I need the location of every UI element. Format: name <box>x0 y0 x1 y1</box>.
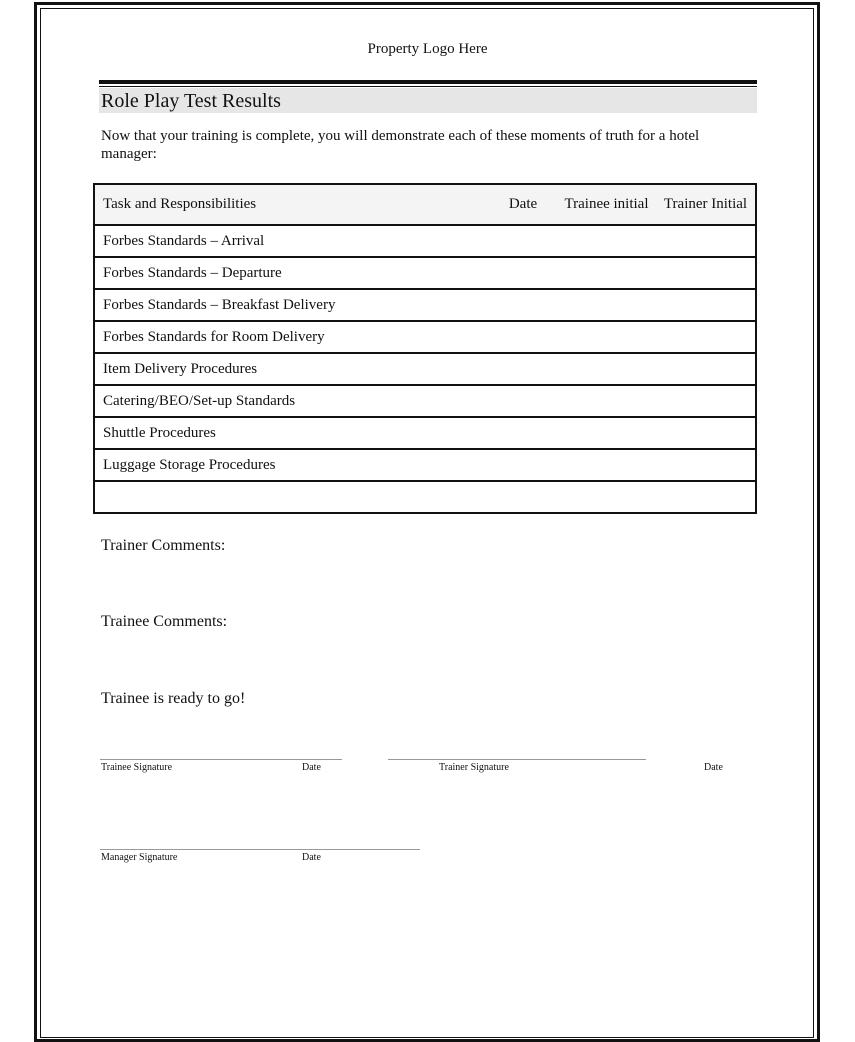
trainer-initial-cell[interactable] <box>656 257 756 289</box>
header-trainee-initial: Trainee initial <box>557 184 656 225</box>
table-row <box>94 321 756 353</box>
task-cell: Forbes Standards – Breakfast Delivery <box>94 289 489 321</box>
trainee-initial-cell[interactable] <box>557 289 656 321</box>
table-row <box>94 257 756 289</box>
trainee-comments-label: Trainee Comments: <box>101 613 228 630</box>
manager-date-label: Date <box>302 852 321 863</box>
header-trainer-initial: Trainer Initial <box>656 184 756 225</box>
title-rule-thin <box>99 86 757 87</box>
trainer-initial-cell[interactable] <box>656 385 756 417</box>
property-logo-placeholder: Property Logo Here <box>367 41 488 57</box>
table-row-blank <box>94 481 756 513</box>
date-cell[interactable] <box>489 321 557 353</box>
table-row <box>94 417 756 449</box>
trainee-initial-cell[interactable] <box>557 449 656 481</box>
trainer-signature-line[interactable] <box>388 759 646 760</box>
trainer-date-label: Date <box>704 762 723 773</box>
date-cell[interactable] <box>489 481 557 513</box>
date-cell[interactable] <box>489 449 557 481</box>
task-table <box>93 183 757 514</box>
trainee-initial-cell[interactable] <box>557 321 656 353</box>
table-row <box>94 449 756 481</box>
trainer-initial-cell[interactable] <box>656 353 756 385</box>
task-cell: Forbes Standards – Arrival <box>94 225 489 257</box>
table-row <box>94 289 756 321</box>
date-cell[interactable] <box>489 385 557 417</box>
task-cell: Forbes Standards – Departure <box>94 257 489 289</box>
trainer-initial-cell[interactable] <box>656 225 756 257</box>
trainer-initial-cell[interactable] <box>656 449 756 481</box>
trainer-initial-cell[interactable] <box>656 321 756 353</box>
form-title: Role Play Test Results <box>99 88 757 113</box>
trainee-initial-cell[interactable] <box>557 417 656 449</box>
trainee-initial-cell[interactable] <box>557 385 656 417</box>
trainer-initial-cell[interactable] <box>656 417 756 449</box>
title-rule-thick <box>99 80 757 84</box>
date-cell[interactable] <box>489 257 557 289</box>
table-row <box>94 353 756 385</box>
date-cell[interactable] <box>489 289 557 321</box>
table-row <box>94 225 756 257</box>
task-cell: Forbes Standards for Room Delivery <box>94 321 489 353</box>
trainee-initial-cell[interactable] <box>557 481 656 513</box>
manager-signature-line[interactable] <box>100 849 420 850</box>
trainee-initial-cell[interactable] <box>557 257 656 289</box>
date-cell[interactable] <box>489 417 557 449</box>
trainee-initial-cell[interactable] <box>557 353 656 385</box>
task-cell[interactable] <box>94 481 489 513</box>
trainee-initial-cell[interactable] <box>557 225 656 257</box>
date-cell[interactable] <box>489 225 557 257</box>
task-cell: Luggage Storage Procedures <box>94 449 489 481</box>
task-cell: Catering/BEO/Set-up Standards <box>94 385 489 417</box>
trainee-date-label: Date <box>302 762 321 773</box>
trainee-ready-label: Trainee is ready to go! <box>101 690 246 707</box>
trainee-signature-line[interactable] <box>100 759 342 760</box>
table-row <box>94 385 756 417</box>
trainer-comments-label: Trainer Comments: <box>101 537 226 554</box>
trainer-initial-cell[interactable] <box>656 289 756 321</box>
trainee-signature-label: Trainee Signature <box>101 762 173 773</box>
intro-text: Now that your training is complete, you will demonstrate each of these moments of truth for a hotel manager: <box>101 128 700 162</box>
task-cell: Shuttle Procedures <box>94 417 489 449</box>
date-cell[interactable] <box>489 353 557 385</box>
table-header-row <box>94 184 756 225</box>
trainer-initial-cell[interactable] <box>656 481 756 513</box>
header-date: Date <box>489 184 557 225</box>
task-cell: Item Delivery Procedures <box>94 353 489 385</box>
manager-signature-label: Manager Signature <box>101 852 178 863</box>
header-task: Task and Responsibilities <box>94 184 489 225</box>
trainer-signature-label: Trainer Signature <box>439 762 509 773</box>
